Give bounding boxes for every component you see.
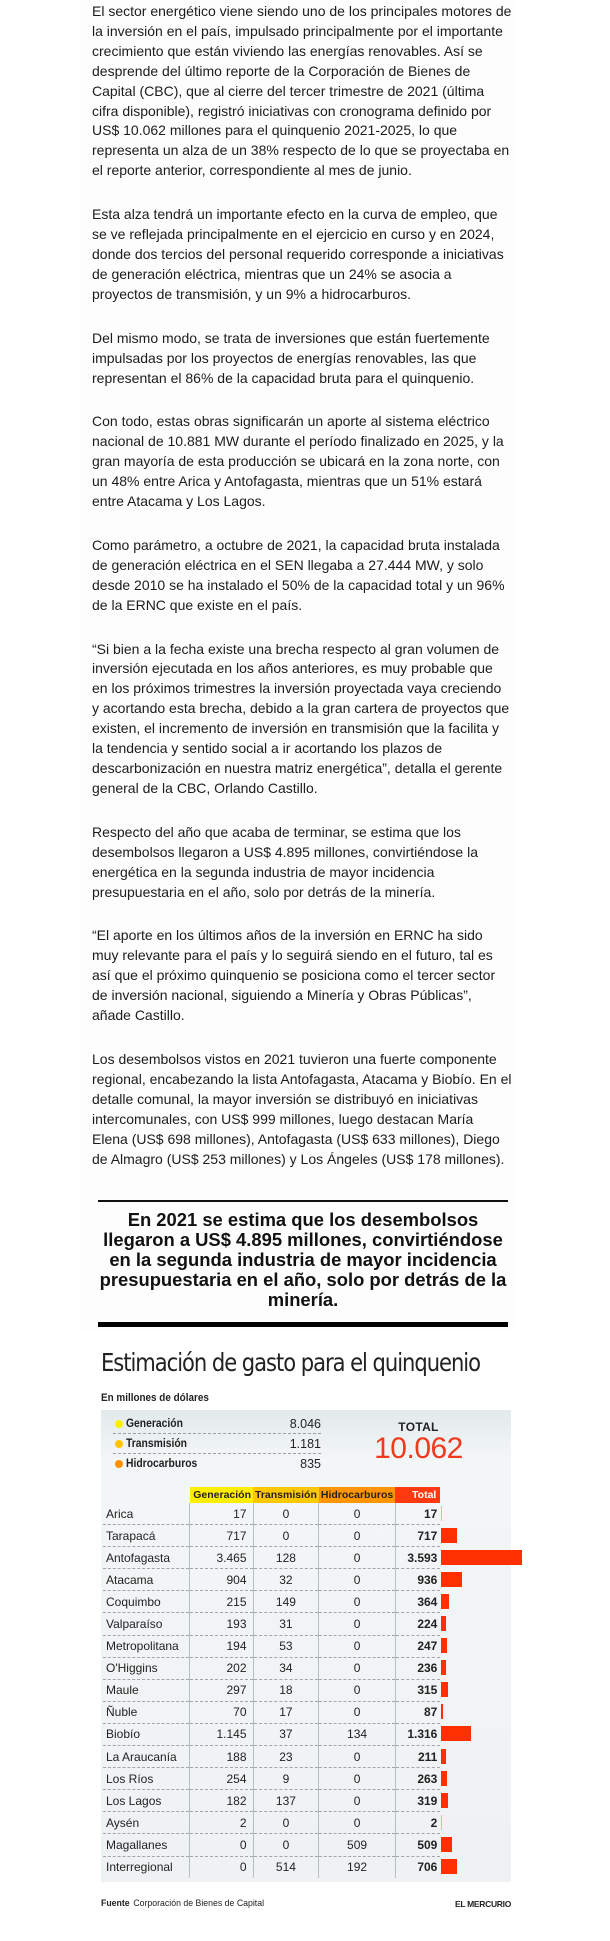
bar-cell	[440, 1834, 511, 1856]
total-cell: 717	[395, 1525, 440, 1547]
table-row	[103, 1834, 511, 1856]
bar-cell	[440, 1569, 511, 1591]
pull-quote-bottom-rule	[98, 1322, 508, 1327]
infographic	[101, 1340, 513, 1930]
table-row	[103, 1525, 511, 1547]
hidrocarburos-cell: 0	[319, 1790, 395, 1812]
region-cell: Valparaíso	[103, 1613, 190, 1635]
generacion-cell: 194	[190, 1635, 254, 1657]
region-table	[103, 1487, 511, 1878]
header-region	[103, 1487, 190, 1503]
legend	[113, 1414, 321, 1473]
hidrocarburos-cell: 0	[319, 1635, 395, 1657]
bar-cell	[440, 1591, 511, 1613]
total-block	[351, 1412, 486, 1464]
article-body	[92, 2, 512, 1193]
total-value: 10.062	[374, 1432, 463, 1465]
total-bar	[441, 1793, 448, 1808]
bar-cell	[440, 1635, 511, 1657]
article-paragraph: Con todo, estas obras significarán un aporte al sistema eléctrico nacional de 10.881 MW durante el período finalizado en 2025, y la gran mayoría de esta producción se ubicará en la zona norte, con un 48% entre Arica y Antofagasta, mientras que un 51% estará entre Atacama y Los Lagos.	[92, 413, 504, 510]
infographic-title: Estimación de gasto para el quinquenio	[101, 1348, 480, 1377]
table-row	[103, 1768, 511, 1790]
hidrocarburos-cell: 0	[319, 1746, 395, 1768]
header-hidrocarburos: Hidrocarburos	[320, 1489, 394, 1501]
total-label: TOTAL	[398, 1420, 439, 1434]
legend-dot-icon	[115, 1440, 123, 1448]
hidrocarburos-cell: 192	[319, 1856, 395, 1878]
header-bar	[440, 1487, 511, 1503]
table-row	[103, 1790, 511, 1812]
transmision-cell: 18	[253, 1679, 319, 1701]
generacion-cell: 215	[190, 1591, 254, 1613]
region-cell: Los Ríos	[103, 1768, 190, 1790]
table-row	[103, 1547, 511, 1569]
hidrocarburos-cell: 0	[319, 1701, 395, 1723]
transmision-cell: 514	[253, 1856, 319, 1878]
pull-quote-top-rule	[98, 1200, 508, 1202]
total-bar	[441, 1726, 471, 1741]
region-cell: Biobío	[103, 1723, 190, 1745]
legend-label: Generación	[126, 1417, 183, 1430]
hidrocarburos-cell: 0	[319, 1525, 395, 1547]
total-cell: 2	[395, 1812, 440, 1834]
bar-cell	[440, 1613, 511, 1635]
transmision-cell: 9	[253, 1768, 319, 1790]
article-paragraph: Los desembolsos vistos en 2021 tuvieron una fuerte componente regional, encabezando la lista Antofagasta, Atacama y Biobío. En el detalle comunal, la mayor inversión se distribuyó en iniciativas intercomunales, con US$ 999 millones, luego destacan María Elena (US$ 698 millones), Antofagasta (US$ 633 millones), Diego de Almagro (US$ 253 millones) y Los Ángeles (US$ 178 millones).	[92, 1050, 512, 1167]
generacion-cell: 17	[190, 1503, 254, 1525]
article-paragraph: “Si bien a la fecha existe una brecha respecto al gran volumen de inversión ejecutada en los años anteriores, es muy probable que en los próximos trimestres la inversión proyectada vaya creciendo y acortando esta brecha, debido a la gran cartera de proyectos que existen, el incremento de inversión en transmisión que la facilita y la tendencia y sentido social a ir acortando los plazos de descarbonización en nuestra matriz energética”, detalla el gerente general de la CBC, Orlando Castillo.	[92, 640, 510, 796]
total-cell: 87	[395, 1701, 440, 1723]
bar-cell	[440, 1790, 511, 1812]
bar-cell	[440, 1657, 511, 1679]
generacion-cell: 2	[190, 1812, 254, 1834]
table-header-row	[103, 1487, 511, 1503]
total-cell: 364	[395, 1591, 440, 1613]
region-cell: Atacama	[103, 1569, 190, 1591]
bar-cell	[440, 1547, 511, 1569]
bar-cell	[440, 1746, 511, 1768]
generacion-cell: 0	[190, 1834, 254, 1856]
hidrocarburos-cell: 0	[319, 1679, 395, 1701]
total-bar	[441, 1528, 457, 1543]
infographic-panel	[101, 1410, 511, 1882]
hidrocarburos-cell: 0	[319, 1812, 395, 1834]
total-bar	[441, 1660, 446, 1675]
bar-cell	[440, 1812, 511, 1834]
table-row	[103, 1591, 511, 1613]
table-row	[103, 1503, 511, 1525]
legend-value: 835	[300, 1456, 321, 1471]
source-note	[101, 1898, 264, 1909]
region-cell: Maule	[103, 1679, 190, 1701]
hidrocarburos-cell: 0	[319, 1613, 395, 1635]
transmision-cell: 32	[253, 1569, 319, 1591]
table-row	[103, 1856, 511, 1878]
region-cell: Coquimbo	[103, 1591, 190, 1613]
total-cell: 1.316	[395, 1723, 440, 1745]
hidrocarburos-cell: 134	[319, 1723, 395, 1745]
hidrocarburos-cell: 0	[319, 1591, 395, 1613]
region-cell: Magallanes	[103, 1834, 190, 1856]
generacion-cell: 202	[190, 1657, 254, 1679]
bar-cell	[440, 1856, 511, 1878]
legend-item-hidrocarburos	[113, 1454, 321, 1473]
table-body	[103, 1503, 511, 1878]
transmision-cell: 0	[253, 1834, 319, 1856]
bar-cell	[440, 1525, 511, 1547]
legend-dot-icon	[115, 1460, 123, 1468]
legend-value: 8.046	[289, 1416, 321, 1431]
total-bar	[441, 1704, 443, 1719]
total-bar	[441, 1594, 449, 1609]
transmision-cell: 0	[253, 1503, 319, 1525]
table-row	[103, 1635, 511, 1657]
generacion-cell: 188	[190, 1746, 254, 1768]
total-cell: 211	[395, 1746, 440, 1768]
legend-value: 1.181	[289, 1436, 321, 1451]
hidrocarburos-cell: 0	[319, 1657, 395, 1679]
bar-cell	[440, 1503, 511, 1525]
header-transmision: Transmisión	[255, 1489, 317, 1501]
source-text: Corporación de Bienes de Capital	[133, 1898, 265, 1909]
infographic-subtitle: En millones de dólares	[101, 1392, 209, 1404]
hidrocarburos-cell: 0	[319, 1768, 395, 1790]
hidrocarburos-cell: 509	[319, 1834, 395, 1856]
total-cell: 3.593	[395, 1547, 440, 1569]
region-cell: Ñuble	[103, 1701, 190, 1723]
region-cell: Antofagasta	[103, 1547, 190, 1569]
generacion-cell: 717	[190, 1525, 254, 1547]
transmision-cell: 34	[253, 1657, 319, 1679]
bar-cell	[440, 1679, 511, 1701]
table-row	[103, 1657, 511, 1679]
total-cell: 236	[395, 1657, 440, 1679]
article-paragraph: Del mismo modo, se trata de inversiones que están fuertemente impulsadas por los proyectos de energías renovables, las que representan el 86% de la capacidad bruta para el quinquenio.	[92, 329, 490, 386]
total-bar	[441, 1638, 447, 1653]
legend-label: Hidrocarburos	[126, 1457, 198, 1470]
transmision-cell: 0	[253, 1525, 319, 1547]
article-paragraph: Como parámetro, a octubre de 2021, la capacidad bruta instalada de generación eléctrica en el SEN llegaba a 27.444 MW, y solo desde 2010 se ha instalado el 50% de la capacidad total y un 96% de la ERNC que existe en el país.	[92, 536, 505, 613]
region-cell: Los Lagos	[103, 1790, 190, 1812]
transmision-cell: 23	[253, 1746, 319, 1768]
brand-credit: EL MERCURIO	[454, 1899, 511, 1909]
region-cell: Interregional	[106, 1860, 173, 1875]
total-cell: 263	[395, 1768, 440, 1790]
transmision-cell: 31	[253, 1613, 319, 1635]
total-cell: 319	[395, 1790, 440, 1812]
hidrocarburos-cell: 0	[319, 1503, 395, 1525]
table-row	[103, 1746, 511, 1768]
table-row	[103, 1569, 511, 1591]
region-cell: O'Higgins	[103, 1657, 190, 1679]
pull-quote	[98, 1200, 508, 1327]
total-cell: 315	[395, 1679, 440, 1701]
article-paragraph: “El aporte en los últimos años de la inversión en ERNC ha sido muy relevante para el país y lo seguirá siendo en el futuro, tal es así que el próximo quinquenio se posiciona como el tercer sector de inversión nacional, siguiendo a Minería y Obras Públicas”, añade Castillo.	[92, 927, 496, 1024]
legend-label: Transmisión	[126, 1437, 187, 1450]
total-cell: 706	[395, 1856, 440, 1878]
generacion-cell: 254	[190, 1768, 254, 1790]
transmision-cell: 53	[253, 1635, 319, 1657]
region-cell: Aysén	[103, 1812, 190, 1834]
region-cell: Arica	[103, 1503, 190, 1525]
table-row	[103, 1701, 511, 1723]
total-bar	[441, 1682, 448, 1697]
generacion-cell: 193	[190, 1613, 254, 1635]
total-cell: 224	[395, 1613, 440, 1635]
legend-item-generacion	[113, 1414, 321, 1434]
total-cell: 17	[395, 1503, 440, 1525]
generacion-cell: 1.145	[190, 1723, 254, 1745]
total-bar	[441, 1771, 447, 1786]
article-paragraph: Esta alza tendrá un importante efecto en la curva de empleo, que se ve reflejada principalmente en el ejercicio en curso y en 2024, donde dos tercios del personal requerido corresponde a iniciativas de generación eléctrica, mientras que un 24% se asocia a proyectos de transmisión, y un 9% a hidrocarburos.	[92, 206, 504, 302]
hidrocarburos-cell: 0	[319, 1569, 395, 1591]
total-bar	[441, 1506, 442, 1521]
legend-item-transmision	[113, 1434, 321, 1454]
total-bar	[441, 1616, 446, 1631]
legend-dot-icon	[115, 1420, 123, 1428]
table-row	[103, 1723, 511, 1745]
transmision-cell: 149	[253, 1591, 319, 1613]
transmision-cell: 137	[253, 1790, 319, 1812]
pull-quote-text: En 2021 se estima que los desembolsos llegaron a US$ 4.895 millones, convirtiéndose en la segunda industria de mayor incidencia presupuestaria en el año, solo por detrás de la minería.	[99, 1209, 507, 1310]
generacion-cell: 70	[190, 1701, 254, 1723]
transmision-cell: 37	[253, 1723, 319, 1745]
table-row	[103, 1812, 511, 1834]
transmision-cell: 0	[253, 1812, 319, 1834]
generacion-cell: 297	[190, 1679, 254, 1701]
header-generacion: Generación	[190, 1487, 254, 1503]
total-bar	[441, 1749, 446, 1764]
bar-cell	[440, 1723, 511, 1745]
total-cell: 509	[395, 1834, 440, 1856]
total-cell: 936	[395, 1569, 440, 1591]
generacion-cell: 0	[190, 1856, 254, 1878]
total-bar	[441, 1859, 457, 1874]
total-bar	[441, 1815, 442, 1830]
hidrocarburos-cell: 0	[319, 1547, 395, 1569]
bar-cell	[440, 1768, 511, 1790]
generacion-cell: 904	[190, 1569, 254, 1591]
generacion-cell: 3.465	[190, 1547, 254, 1569]
region-cell: Tarapacá	[103, 1525, 190, 1547]
header-total: Total	[395, 1487, 440, 1503]
region-cell: La Araucanía	[103, 1746, 190, 1768]
table-row	[103, 1679, 511, 1701]
bar-cell	[440, 1701, 511, 1723]
table-row	[103, 1613, 511, 1635]
source-label: Fuente	[101, 1898, 130, 1909]
region-cell: Metropolitana	[103, 1635, 190, 1657]
total-bar	[441, 1572, 462, 1587]
generacion-cell: 182	[190, 1790, 254, 1812]
article-paragraph: El sector energético viene siendo uno de los principales motores de la inversión en el país, impulsado principalmente por el importante crecimiento que están viviendo las energías renovables. Así se desprende del último reporte de la Corporación de Bienes de Capital (CBC), que al cierre del tercer trimestre de 2021 (última cifra disponible), registró iniciativas con cronograma definido por US$ 10.062 millones para el quinquenio 2021-2025, lo que representa un alza de un 38% respecto de lo que se proyectaba en el reporte anterior, correspondiente al mes de junio.	[92, 3, 512, 179]
transmision-cell: 128	[253, 1547, 319, 1569]
total-bar	[441, 1837, 452, 1852]
article-paragraph: Respecto del año que acaba de terminar, se estima que los desembolsos llegaron a US$ 4.895 millones, convirtiéndose la energética en la segunda industria de mayor incidencia presupuestaria en el año, solo por detrás de la minería.	[92, 823, 478, 900]
total-bar	[441, 1550, 522, 1565]
total-cell: 247	[395, 1635, 440, 1657]
transmision-cell: 17	[253, 1701, 319, 1723]
